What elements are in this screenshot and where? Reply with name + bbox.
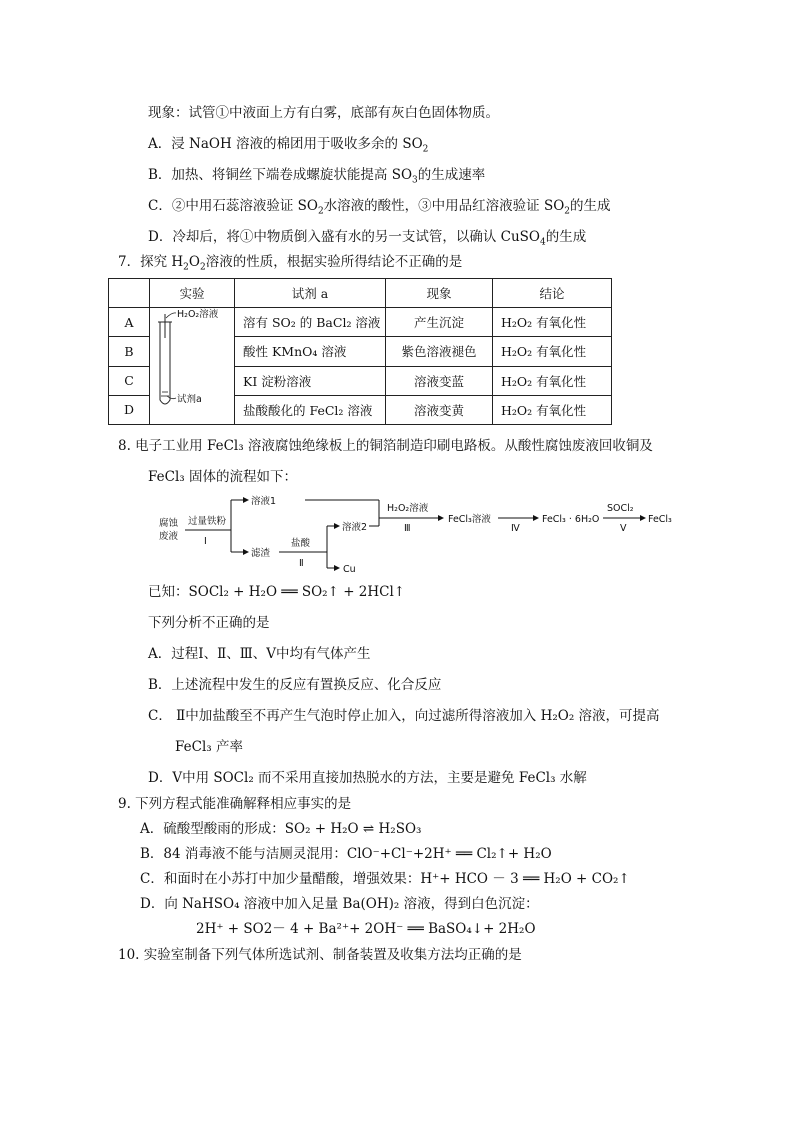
header-experiment: 实验 xyxy=(150,279,235,308)
q6-option-c: C．②中用石蕊溶液验证 $SO_2$水溶液的酸性，③中用品红溶液验证 $SO_2$的生成 xyxy=(148,198,611,217)
q10-stem: 10. 实验室制备下列气体所选试剂、制备装置及收集方法均正确的是 xyxy=(118,947,522,963)
q8-stem-line1: 8. 电子工业用 FeCl₃ 溶液腐蚀绝缘板上的铜箔制造印刷电路板。从酸性腐蚀废液回收铜及 xyxy=(118,438,653,454)
q8-option-a: A．过程Ⅰ、Ⅱ、Ⅲ、Ⅴ中均有气体产生 xyxy=(148,646,371,662)
header-reagent: 试剂 a xyxy=(235,279,386,308)
flow-step5-num: Ⅴ xyxy=(620,523,627,534)
apparatus-label-top: H₂O₂溶液 xyxy=(177,309,219,320)
q8-option-b: B．上述流程中发生的反应有置换反应、化合反应 xyxy=(148,677,442,693)
flow-solution1: 溶液1 xyxy=(251,496,277,507)
apparatus-cell xyxy=(150,308,235,425)
row-label: A xyxy=(109,308,150,337)
flow-waste-2: 废液 xyxy=(159,531,179,542)
flow-step4-num: Ⅳ xyxy=(511,523,520,534)
conclusion-cell: H₂O₂ 有氧化性 xyxy=(493,366,612,395)
conclusion-cell: H₂O₂ 有氧化性 xyxy=(493,308,612,337)
phenomenon-cell: 紫色溶液褪色 xyxy=(386,337,493,366)
reagent-cell: 盐酸酸化的 FeCl₂ 溶液 xyxy=(235,395,386,424)
flow-waste-1: 腐蚀 xyxy=(159,518,179,529)
flow-step3-reagent: H₂O₂溶液 xyxy=(387,503,429,514)
header-phenomenon: 现象 xyxy=(386,279,493,308)
q9-option-a: A．硫酸型酸雨的形成：SO₂ + H₂O ⇌ H₂SO₃ xyxy=(140,821,422,837)
q9-option-b: B．84 消毒液不能与洁厕灵混用：ClO⁻+Cl⁻+2H⁺ ══ Cl₂↑+ H₂O xyxy=(140,846,552,862)
flow-product: FeCl₃ xyxy=(648,514,672,525)
flow-residue: 滤渣 xyxy=(251,548,271,559)
table-header-row xyxy=(109,279,612,308)
phenomenon-cell: 产生沉淀 xyxy=(386,308,493,337)
phenomenon-cell: 溶液变蓝 xyxy=(386,366,493,395)
q9-stem: 9. 下列方程式能准确解释相应事实的是 xyxy=(118,796,352,812)
reagent-cell: 酸性 KMnO₄ 溶液 xyxy=(235,337,386,366)
reagent-cell: 溶有 SO₂ 的 BaCl₂ 溶液 xyxy=(235,308,386,337)
row-label: B xyxy=(109,337,150,366)
table-row xyxy=(109,308,612,337)
flow-fecl3-solution: FeCl₃溶液 xyxy=(448,514,491,525)
conclusion-cell: H₂O₂ 有氧化性 xyxy=(493,337,612,366)
q9-option-d-line1: D．向 NaHSO₄ 溶液中加入足量 Ba(OH)₂ 溶液，得到白色沉淀： xyxy=(140,896,539,912)
q9-option-c: C．和面时在小苏打中加少量醋酸，增强效果：H⁺+ HCO － 3 ══ H₂O + CO₂↑ xyxy=(140,871,630,887)
q8-option-c-line2: FeCl₃ 产率 xyxy=(175,739,243,755)
q8-option-c-line1: C． Ⅱ中加盐酸至不再产生气泡时停止加入，向过滤所得溶液加入 H₂O₂ 溶液，可提高 xyxy=(148,708,660,724)
q8-flowchart xyxy=(155,490,675,580)
row-label: C xyxy=(109,366,150,395)
flow-step3-num: Ⅲ xyxy=(404,523,411,534)
flow-solution2: 溶液2 xyxy=(342,522,368,533)
conclusion-cell: H₂O₂ 有氧化性 xyxy=(493,395,612,424)
q6-phenomenon: 现象：试管①中液面上方有白雾，底部有灰白色固体物质。 xyxy=(148,105,499,121)
q6-option-a: A．浸 NaOH 溶液的棉团用于吸收多余的 $SO_2$ xyxy=(148,136,429,155)
row-label: D xyxy=(109,395,150,424)
q8-option-d: D．Ⅴ中用 SOCl₂ 而不采用直接加热脱水的方法，主要是避免 FeCl₃ 水解 xyxy=(148,770,587,786)
header-conclusion: 结论 xyxy=(493,279,612,308)
flow-step1-num: Ⅰ xyxy=(204,536,207,547)
test-tube-apparatus xyxy=(150,308,234,424)
flow-step5-reagent: SOCl₂ xyxy=(607,503,634,514)
q6-option-d: D．冷却后，将①中物质倒入盛有水的另一支试管，以确认 CuSO$_4$的生成 xyxy=(148,229,587,248)
q9-option-d-line2: 2H⁺ + SO2－ 4 + Ba²⁺+ 2OH⁻ ══ BaSO₄↓+ 2H₂O xyxy=(196,921,536,937)
flow-cu: Cu xyxy=(343,564,356,575)
flow-step1-reagent: 过量铁粉 xyxy=(188,516,227,527)
phenomenon-cell: 溶液变黄 xyxy=(386,395,493,424)
flow-step2-reagent: 盐酸 xyxy=(291,538,311,549)
reagent-cell: KI 淀粉溶液 xyxy=(235,366,386,395)
q8-question: 下列分析不正确的是 xyxy=(148,615,270,631)
q7-stem: 7．探究 $H_2O_2$溶液的性质，根据实验所得结论不正确的是 xyxy=(118,254,463,273)
apparatus-label-bottom: 试剂a xyxy=(177,394,202,405)
q6-option-b: B．加热、将铜丝下端卷成螺旋状能提高 $SO_3$的生成速率 xyxy=(148,167,486,186)
q7-table xyxy=(108,278,612,425)
flow-hydrate: FeCl₃ · 6H₂O xyxy=(542,514,600,525)
flow-step2-num: Ⅱ xyxy=(299,558,304,569)
q8-known: 已知：SOCl₂ + H₂O ══ SO₂↑ + 2HCl↑ xyxy=(148,584,406,600)
q8-stem-line2: FeCl₃ 固体的流程如下： xyxy=(148,469,297,485)
